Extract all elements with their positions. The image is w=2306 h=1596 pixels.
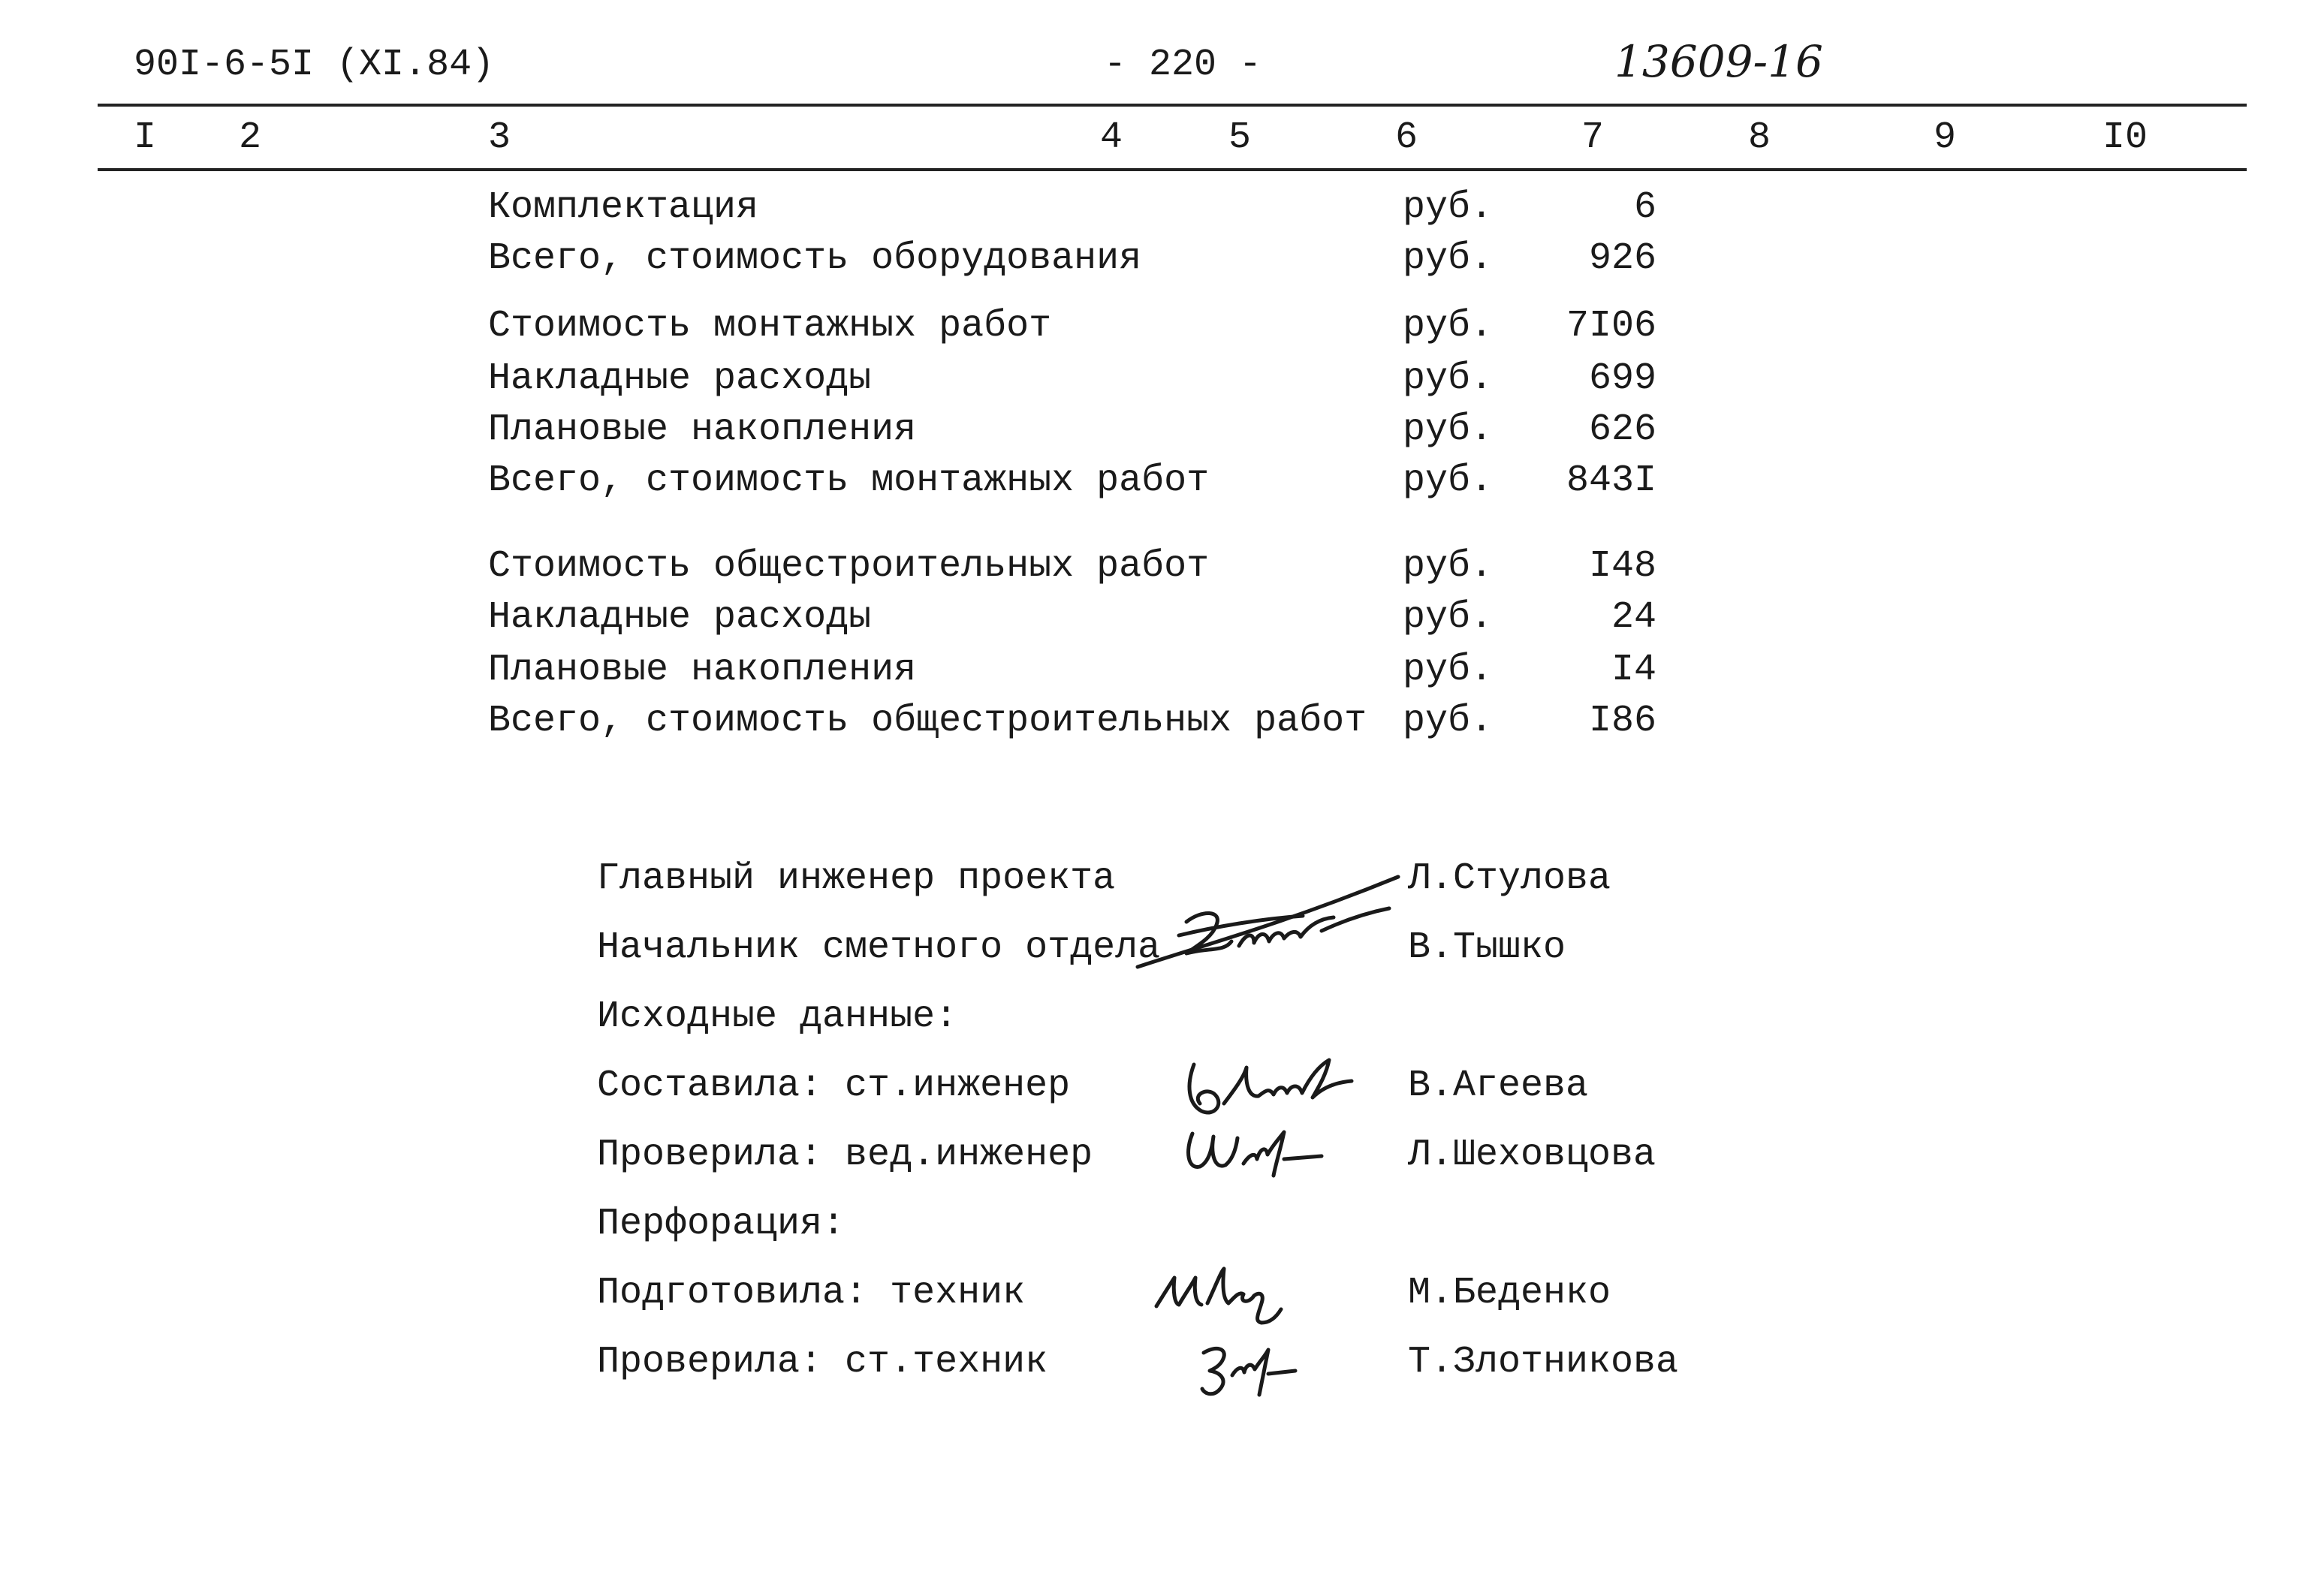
signature-section-heading: Исходные данные: bbox=[597, 995, 958, 1038]
row-unit: руб. bbox=[1403, 459, 1494, 502]
row-label: Стоимость общестроительных работ bbox=[488, 545, 1210, 588]
row-value: 6 bbox=[1633, 186, 1656, 229]
signature-role: Проверила: вед.инженер bbox=[597, 1134, 1093, 1176]
row-unit: руб. bbox=[1403, 357, 1494, 400]
row-label: Всего, стоимость оборудования bbox=[488, 237, 1142, 280]
signature-name: В.Тышко bbox=[1408, 926, 1566, 969]
row-value: 843I bbox=[1566, 459, 1656, 502]
row-value: I86 bbox=[1588, 700, 1656, 742]
header-top-rule bbox=[98, 104, 2247, 107]
stamp-number: 13609-16 bbox=[1614, 36, 1823, 87]
page-number: - 220 - bbox=[1104, 44, 1262, 86]
signature-role: Подготовила: техник bbox=[597, 1272, 1026, 1314]
signature-role: Проверила: ст.техник bbox=[597, 1341, 1048, 1384]
handwritten-signature bbox=[1149, 1261, 1299, 1336]
signature-role: Составила: ст.инженер bbox=[597, 1065, 1071, 1107]
row-label: Всего, стоимость общестроительных работ bbox=[488, 700, 1367, 742]
column-number: 8 bbox=[1748, 116, 1771, 159]
row-value: 7I06 bbox=[1566, 305, 1656, 348]
row-unit: руб. bbox=[1403, 700, 1494, 742]
column-number: 2 bbox=[239, 116, 262, 159]
row-value: 699 bbox=[1588, 357, 1656, 400]
column-number: 7 bbox=[1581, 116, 1605, 159]
row-value: I48 bbox=[1588, 545, 1656, 588]
handwritten-signature bbox=[1134, 863, 1404, 976]
column-number: 5 bbox=[1228, 116, 1252, 159]
row-label: Всего, стоимость монтажных работ bbox=[488, 459, 1210, 502]
signature-name: Л.Стулова bbox=[1408, 857, 1611, 900]
header-bottom-rule bbox=[98, 168, 2247, 171]
handwritten-signature bbox=[1190, 1336, 1310, 1411]
row-value: I4 bbox=[1611, 649, 1656, 691]
column-number: 3 bbox=[488, 116, 511, 159]
row-unit: руб. bbox=[1403, 545, 1494, 588]
column-number: 9 bbox=[1934, 116, 1957, 159]
row-unit: руб. bbox=[1403, 305, 1494, 348]
row-label: Плановые накопления bbox=[488, 649, 917, 691]
signature-role: Главный инженер проекта bbox=[597, 857, 1116, 900]
row-value: 24 bbox=[1611, 596, 1656, 639]
signature-name: В.Агеева bbox=[1408, 1065, 1589, 1107]
row-label: Накладные расходы bbox=[488, 596, 872, 639]
row-label: Плановые накопления bbox=[488, 408, 917, 451]
signature-name: Л.Шеховцова bbox=[1408, 1134, 1656, 1176]
handwritten-signature bbox=[1171, 1119, 1322, 1194]
row-unit: руб. bbox=[1403, 186, 1494, 229]
row-unit: руб. bbox=[1403, 596, 1494, 639]
row-unit: руб. bbox=[1403, 408, 1494, 451]
row-value: 926 bbox=[1588, 237, 1656, 280]
column-number: I0 bbox=[2103, 116, 2148, 159]
row-value: 626 bbox=[1588, 408, 1656, 451]
signature-name: Т.Злотникова bbox=[1408, 1341, 1679, 1384]
row-label: Стоимость монтажных работ bbox=[488, 305, 1052, 348]
document-code: 90I-6-5I (XI.84) bbox=[134, 44, 495, 86]
column-number: I bbox=[134, 116, 157, 159]
column-number: 4 bbox=[1100, 116, 1123, 159]
row-unit: руб. bbox=[1403, 237, 1494, 280]
signature-name: М.Беденко bbox=[1408, 1272, 1611, 1314]
column-number: 6 bbox=[1395, 116, 1418, 159]
signature-section-heading: Перфорация: bbox=[597, 1203, 846, 1245]
row-label: Накладные расходы bbox=[488, 357, 872, 400]
row-unit: руб. bbox=[1403, 649, 1494, 691]
row-label: Комплектация bbox=[488, 186, 759, 229]
signature-role: Начальник сметного отдела bbox=[597, 926, 1161, 969]
